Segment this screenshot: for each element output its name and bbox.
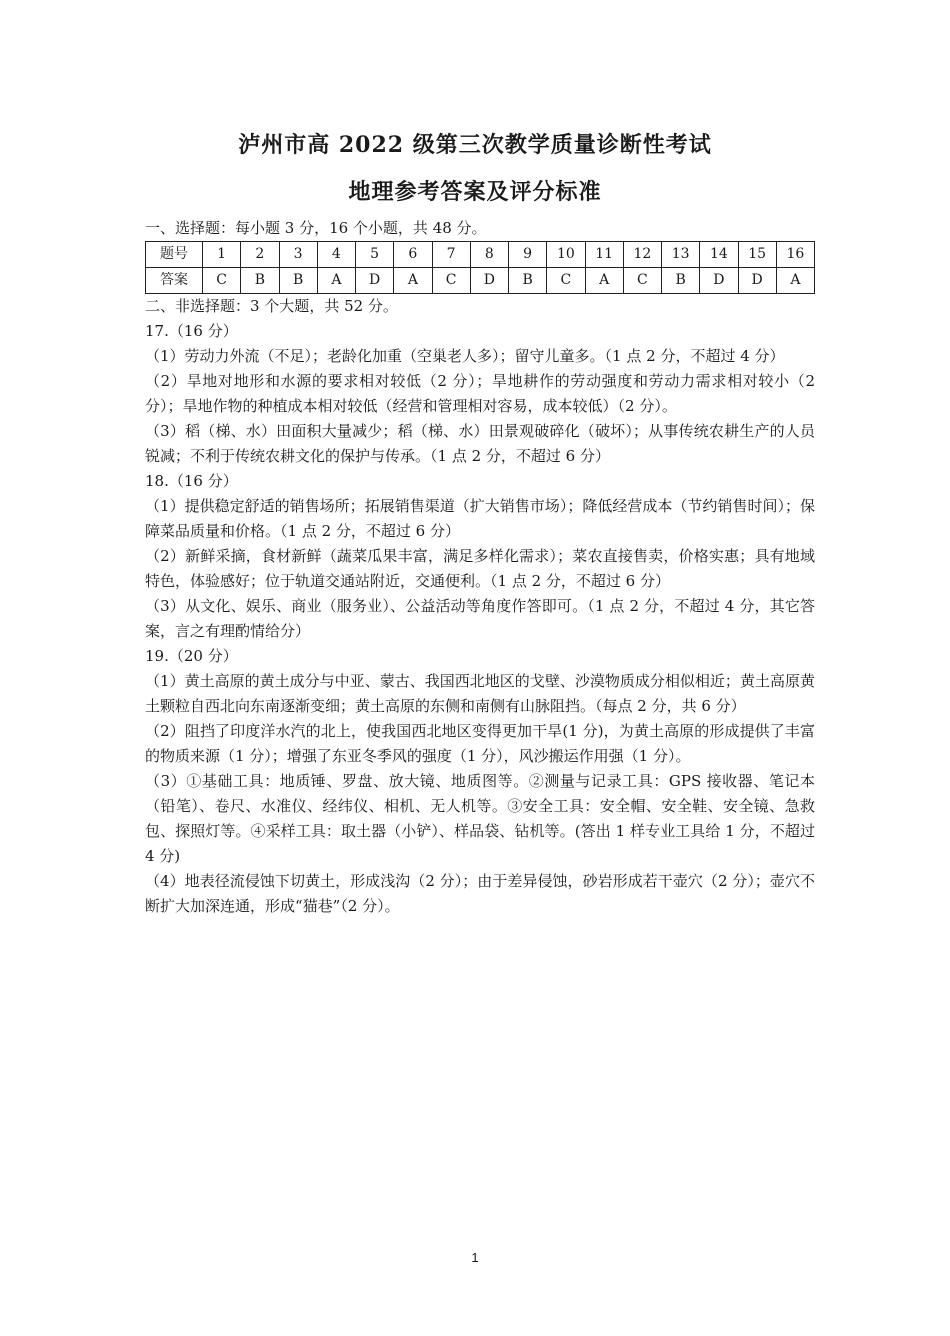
answer-cell: D (738, 268, 776, 294)
question-number-cell: 6 (394, 242, 432, 268)
answer-cell: A (585, 268, 623, 294)
exam-title: 泸州市高 2022 级第三次教学质量诊断性考试 (238, 132, 712, 158)
answer-cell: D (356, 268, 394, 294)
answer-table (145, 241, 815, 294)
answer-cell: D (700, 268, 738, 294)
document-subtitle: 地理参考答案及评分标准 (348, 179, 602, 205)
question-17-part-3: （3）稻（梯、水）田面积大量减少；稻（梯、水）田景观破碎化（破坏）；从事传统农耕生产的人员锐减；不利于传统农耕文化的保护与传承。（1 点 2 分，不超过 6 分） (145, 422, 815, 465)
question-number-cell: 3 (279, 242, 317, 268)
question-number-cell: 15 (738, 242, 776, 268)
question-number-cell: 13 (662, 242, 700, 268)
question-18-part-2: （2）新鲜采摘，食材新鲜（蔬菜瓜果丰富，满足多样化需求）；菜农直接售卖，价格实惠；具有地域特色，体验感好；位于轨道交通站附近，交通便利。（1 点 2 分，不超过 6 分） (145, 547, 815, 590)
answer-cell: B (241, 268, 279, 294)
answer-cell: B (662, 268, 700, 294)
answer-cell: B (279, 268, 317, 294)
question-number-cell: 4 (317, 242, 355, 268)
section1-heading: 一、选择题：每小题 3 分，16 个小题，共 48 分。 (145, 219, 487, 237)
answer-cell: C (623, 268, 661, 294)
question-number-cell: 14 (700, 242, 738, 268)
question-19-part-4: （4）地表径流侵蚀下切黄土，形成浅沟（2 分）；由于差异侵蚀，砂岩形成若干壶穴（2 分）；壶穴不断扩大加深连通，形成“猫巷”（2 分）。 (145, 872, 815, 915)
question-number-cell: 8 (470, 242, 508, 268)
question-number-cell: 11 (585, 242, 623, 268)
question-number-cell: 5 (356, 242, 394, 268)
question-17-heading: 17.（16 分） (145, 322, 238, 340)
answer-cell: C (203, 268, 241, 294)
answer-cell: B (509, 268, 547, 294)
question-19-heading: 19.（20 分） (145, 647, 238, 665)
answer-row (146, 268, 815, 294)
answer-cell: A (776, 268, 814, 294)
answer-cell: A (394, 268, 432, 294)
question-number-cell: 2 (241, 242, 279, 268)
answer-content (145, 216, 815, 919)
answer-cell: C (432, 268, 470, 294)
answer-cell: C (547, 268, 585, 294)
question-17-part-1: （1）劳动力外流（不足）；老龄化加重（空巢老人多）；留守儿童多。（1 点 2 分，不超过 4 分） (145, 347, 785, 365)
row-label-question-number: 题号 (146, 242, 203, 268)
question-19-part-1: （1）黄土高原的黄土成分与中亚、蒙古、我国西北地区的戈壁、沙漠物质成分相似相近；黄土高原黄土颗粒自西北向东南逐渐变细；黄土高原的东侧和南侧有山脉阻挡。（每点 2 分，共 6 分） (145, 672, 815, 715)
question-18-part-1: （1）提供稳定舒适的销售场所；拓展销售渠道（扩大销售市场）；降低经营成本（节约销售时间）；保障菜品质量和价格。（1 点 2 分，不超过 6 分） (145, 497, 815, 540)
question-19-part-3: （3）①基础工具：地质锤、罗盘、放大镜、地质图等。②测量与记录工具：GPS 接收器、笔记本（铅笔）、卷尺、水准仪、经纬仪、相机、无人机等。③安全工具：安全帽、安全鞋、安全镜、急救包、探照灯等。④采样工具：取土器（小铲）、样品袋、钻机等。(答出 1 样专业工具给 1 分，不超过 4 分) (145, 772, 815, 865)
page-number: 1 (471, 1250, 479, 1265)
question-number-cell: 7 (432, 242, 470, 268)
question-number-cell: 9 (509, 242, 547, 268)
question-18-heading: 18.（16 分） (145, 472, 238, 490)
question-18-part-3: （3）从文化、娱乐、商业（服务业）、公益活动等角度作答即可。（1 点 2 分，不超过 4 分，其它答案，言之有理酌情给分） (145, 597, 815, 640)
answer-cell: A (317, 268, 355, 294)
question-17-part-2: （2）旱地对地形和水源的要求相对较低（2 分）；旱地耕作的劳动强度和劳动力需求相对较小（2 分）；旱地作物的种植成本相对较低（经营和管理相对容易，成本较低）（2 分）。 (145, 372, 815, 415)
question-number-cell: 12 (623, 242, 661, 268)
question-number-row (146, 242, 815, 268)
question-number-cell: 16 (776, 242, 814, 268)
row-label-answer: 答案 (146, 268, 203, 294)
section2-heading: 二、非选择题：3 个大题，共 52 分。 (145, 297, 398, 315)
question-number-cell: 1 (203, 242, 241, 268)
question-number-cell: 10 (547, 242, 585, 268)
question-19-part-2: （2）阻挡了印度洋水汽的北上，使我国西北地区变得更加干旱(1 分)，为黄土高原的形成提供了丰富的物质来源（1 分）；增强了东亚冬季风的强度（1 分），风沙搬运作用强（1 分）。 (145, 722, 815, 765)
answer-cell: D (470, 268, 508, 294)
